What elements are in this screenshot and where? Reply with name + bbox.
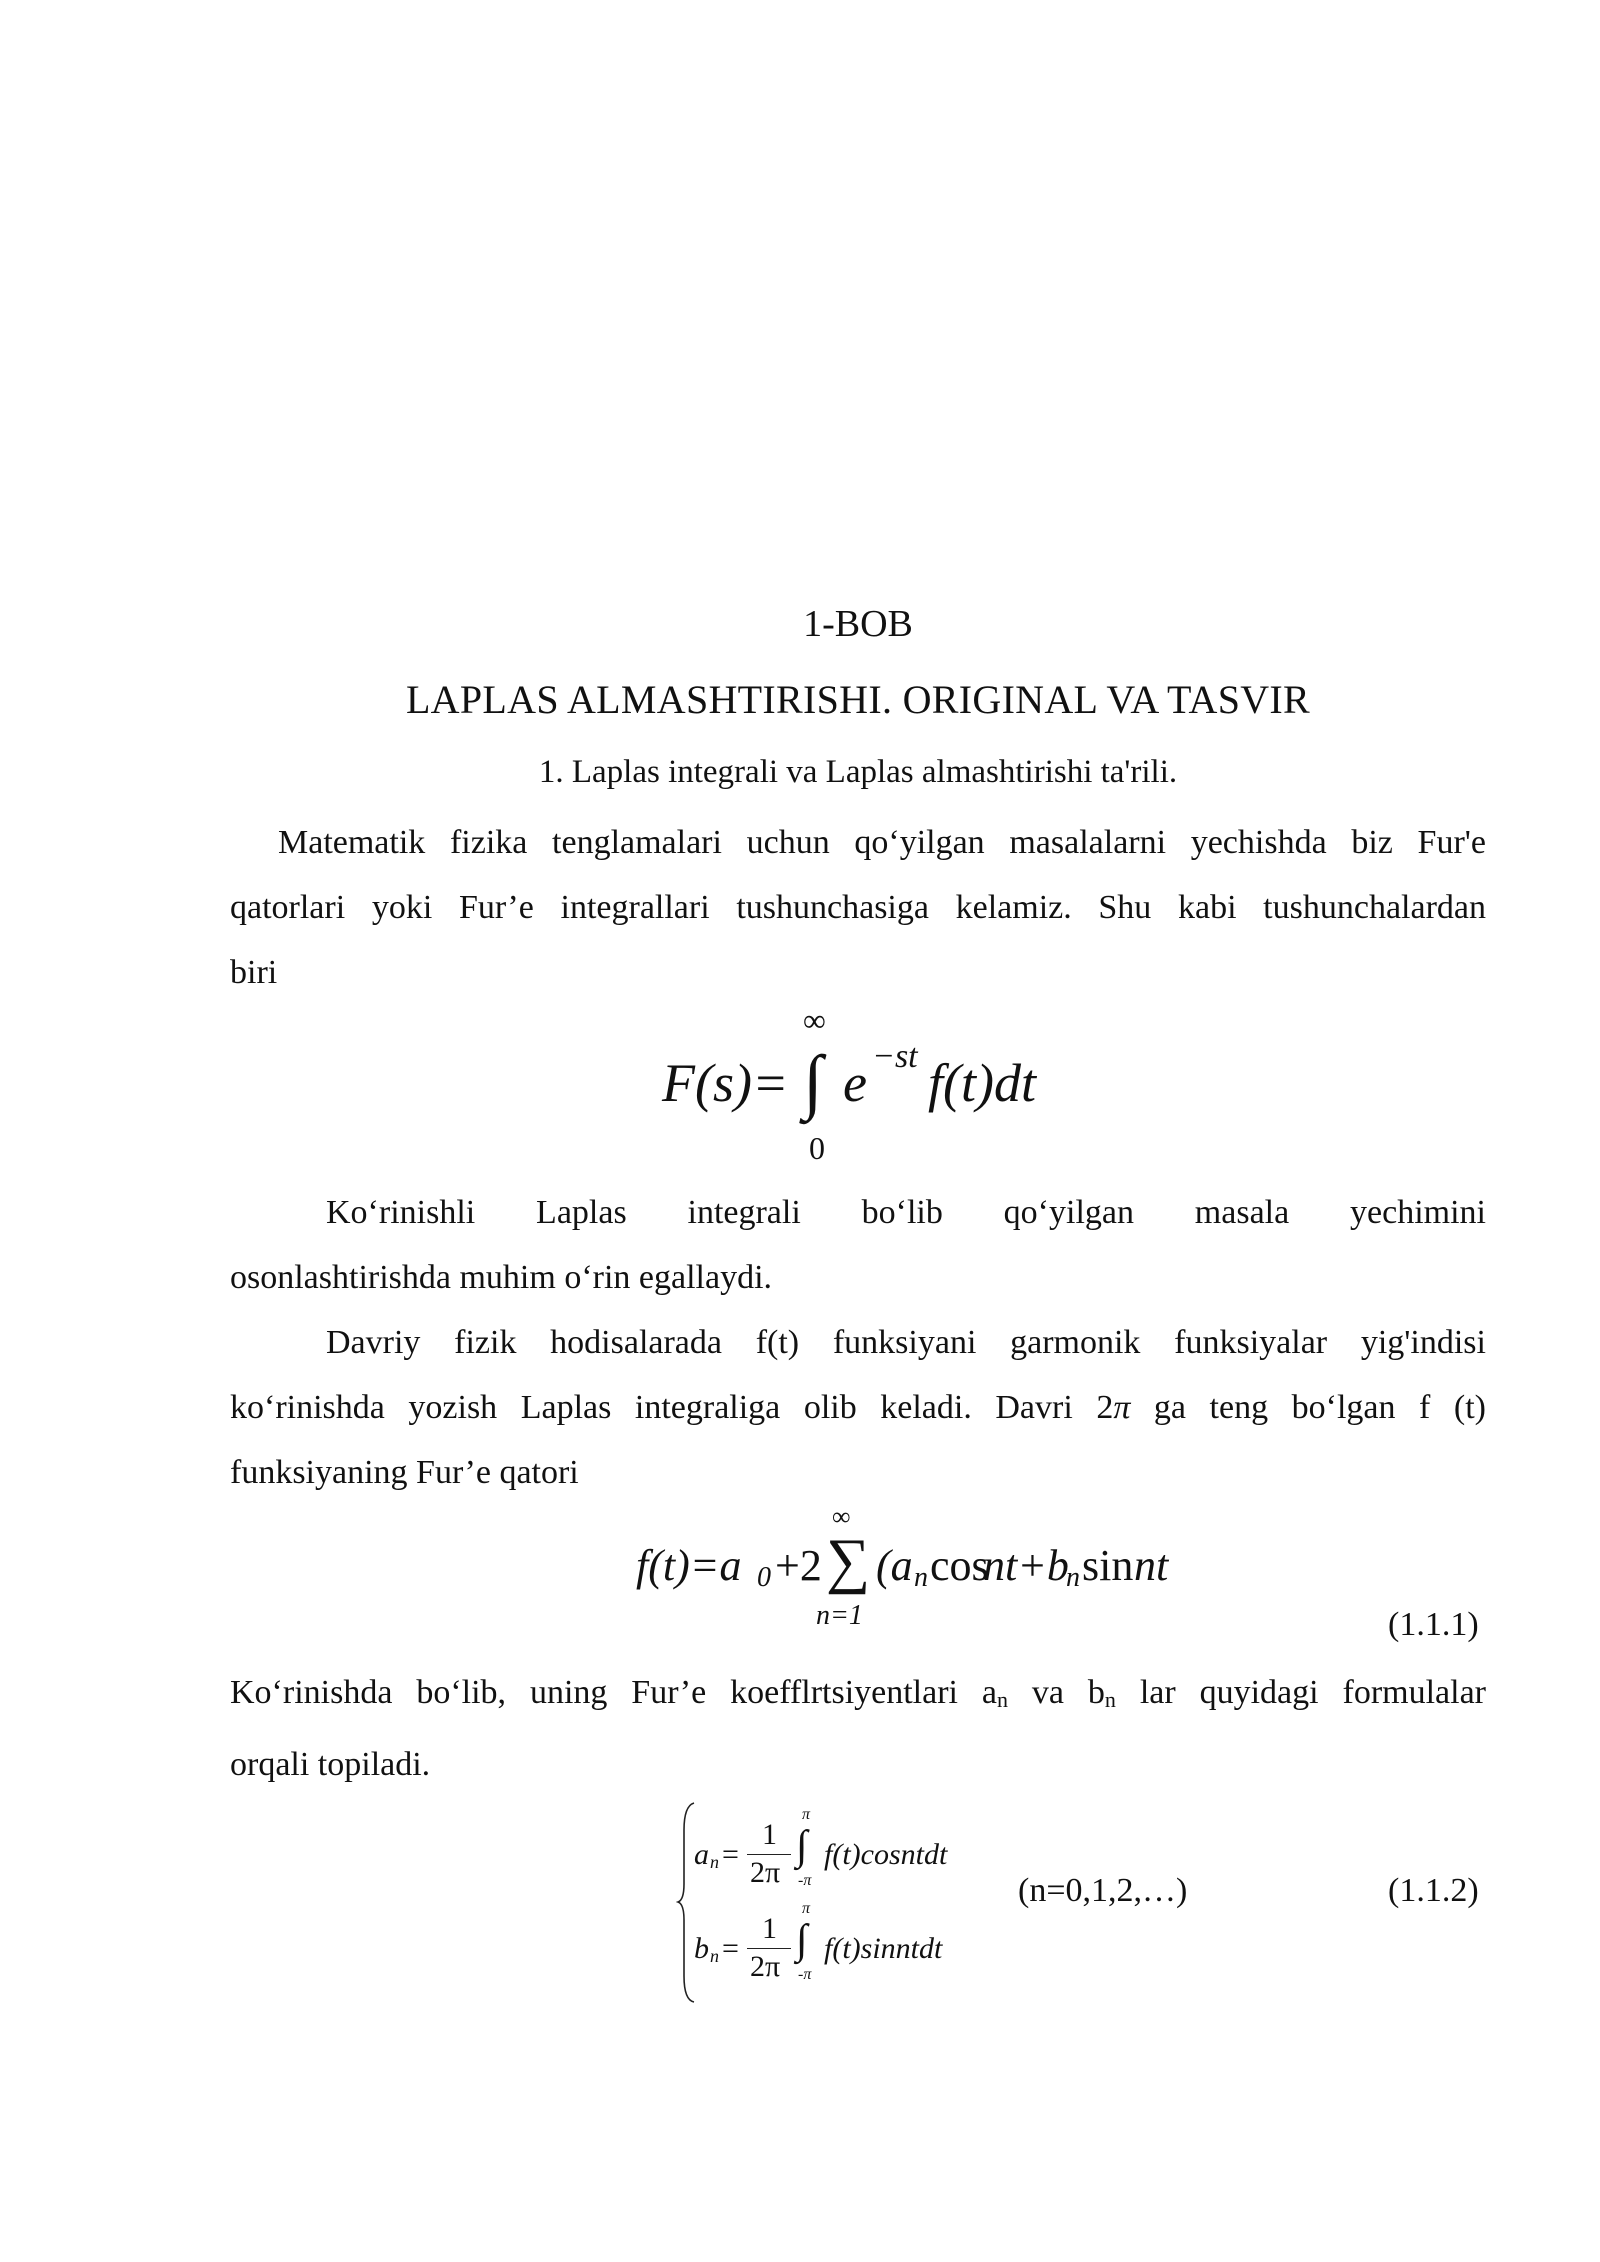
series-nt: nt — [1134, 1541, 1169, 1590]
exp-power: −st — [872, 1038, 918, 1075]
paragraph-intro — [230, 810, 1486, 1005]
bn-lhs-subscript: n — [710, 1946, 719, 1966]
integral-upper-limit: ∞ — [803, 1002, 826, 1038]
index-range: (n=0,1,2,…) — [1018, 1872, 1188, 1909]
an-integrand: f(t)cosntdt — [824, 1838, 948, 1871]
formula-lhs: F(s)= — [662, 1053, 789, 1113]
an-integral-sign: ∫ — [796, 1823, 808, 1869]
an-integral-lower: -π — [798, 1872, 812, 1889]
an-fraction-bar — [747, 1854, 791, 1855]
paragraph-line: Matematik fizika tenglamalari uchun qo‘yilgan masalalarni yechishda biz Fur'e — [278, 824, 1486, 861]
paragraph-periodic — [230, 1310, 1486, 1505]
sum-upper-limit: ∞ — [832, 1502, 851, 1531]
a0-subscript: 0 — [757, 1562, 771, 1593]
sum-sign: ∑ — [826, 1527, 871, 1595]
exp-base: e — [843, 1053, 867, 1113]
an-subscript: n — [914, 1562, 928, 1593]
bn-integral-lower: -π — [798, 1966, 812, 1983]
integral-sign: ∫ — [803, 1041, 823, 1121]
paragraph-laplace-integral — [230, 1180, 1486, 1310]
section-title: 1. Laplas integrali va Laplas almashtirishi ta'rili. — [538, 754, 1178, 790]
cos-function: cos — [930, 1541, 989, 1590]
bn-fraction-denominator: 2π — [750, 1950, 781, 1983]
an-lhs: a — [694, 1838, 709, 1871]
plus-two: +2 — [775, 1541, 822, 1590]
equation-number: (1.1.2) — [1388, 1872, 1479, 1909]
bn-integrand: f(t)sinntdt — [824, 1932, 943, 1965]
series-nt-b: nt+b — [983, 1541, 1069, 1590]
an-integral-upper: π — [802, 1806, 811, 1823]
paragraph-line: orqali topiladi. — [230, 1746, 431, 1783]
an-lhs-subscript: n — [710, 1852, 719, 1872]
sum-lower-limit: n=1 — [816, 1600, 863, 1631]
sin-function: sin — [1082, 1541, 1134, 1590]
formula-integrand: f(t)dt — [928, 1053, 1036, 1113]
series-lhs: f(t)=a — [636, 1541, 742, 1590]
paragraph-line: funksiyaning Fur’e qatori — [230, 1454, 579, 1491]
paragraph-line: Ko‘rinishli Laplas integrali bo‘lib qo‘yilgan masala yechimini — [326, 1194, 1486, 1231]
bn-integral-sign: ∫ — [796, 1917, 808, 1963]
an-fraction-denominator: 2π — [750, 1856, 781, 1889]
pi-symbol: π — [1113, 1389, 1131, 1426]
paragraph-line: Davriy fizik hodisalarada f(t) funksiyani garmonik funksiyalar yig'indisi — [326, 1324, 1486, 1361]
left-brace — [676, 1800, 698, 2005]
series-paren-a: (a — [876, 1541, 913, 1590]
paragraph-coefficients — [230, 1660, 1486, 1797]
an-fraction-numerator: 1 — [762, 1818, 777, 1851]
bn-integral-upper: π — [802, 1900, 811, 1917]
bn-fraction-numerator: 1 — [762, 1912, 777, 1945]
chapter-number: 1-BOB — [803, 603, 913, 645]
bn-subscript: n — [1066, 1562, 1080, 1593]
chapter-title: LAPLAS ALMASHTIRISHI. ORIGINAL VA TASVIR — [405, 677, 1311, 722]
an-equals: = — [722, 1838, 739, 1871]
integral-lower-limit: 0 — [809, 1130, 825, 1166]
bn-fraction-bar — [747, 1948, 791, 1949]
paragraph-line: ko‘rinishda yozish Laplas integraliga olib keladi. Davri 2π ga teng bo‘lgan f (t) — [230, 1389, 1486, 1426]
bn-lhs: b — [694, 1932, 709, 1965]
paragraph-line: qatorlari yoki Fur’e integrallari tushunchasiga kelamiz. Shu kabi tushunchalardan — [230, 889, 1486, 926]
paragraph-line: biri — [230, 954, 278, 991]
bn-equals: = — [722, 1932, 739, 1965]
equation-number: (1.1.1) — [1388, 1606, 1479, 1643]
paragraph-line: osonlashtirishda muhim o‘rin egallaydi. — [230, 1259, 773, 1296]
paragraph-line: Ko‘rinishda bo‘lib, uning Fur’e koefflrtsiyentlari $a_n$ va $b_n$ lar quyidagi formulalar — [230, 1674, 1486, 1712]
